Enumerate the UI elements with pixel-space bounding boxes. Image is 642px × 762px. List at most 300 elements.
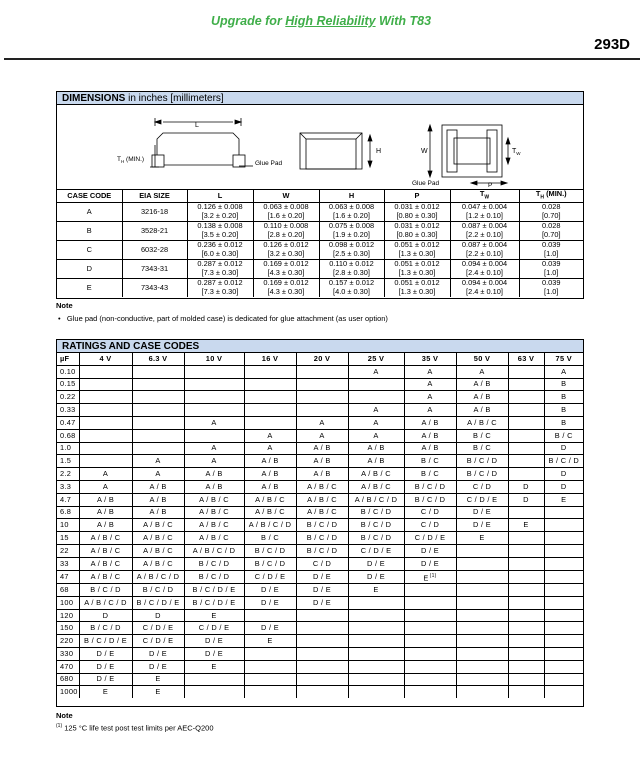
case-code-cell: A / B: [184, 480, 244, 493]
case-code-cell: C / D / E: [456, 493, 508, 506]
capacitance-cell: 1.5: [57, 455, 79, 468]
case-code-cell: $E^{(1)}$: [404, 570, 456, 583]
dim-row: [57, 222, 583, 241]
case-code-cell: [508, 532, 544, 545]
case-code-cell: [544, 544, 583, 557]
case-code-cell: D / E: [296, 584, 348, 597]
dim-cell-eia: 7343-43: [122, 279, 187, 298]
rating-row: [57, 557, 583, 570]
case-code-cell: A: [348, 416, 404, 429]
case-code-cell: [456, 596, 508, 609]
case-code-cell: B / C / D: [348, 532, 404, 545]
case-code-cell: [508, 365, 544, 378]
note2-text: $^{(1)}$ 125 °C life test post test limits per AEC-Q200: [56, 723, 214, 733]
case-code-cell: A / B / C: [79, 557, 132, 570]
case-code-cell: [132, 416, 184, 429]
rating-row: [57, 416, 583, 429]
dim-cell-tw: 0.047 ± 0.004 [1.2 ± 0.10]: [450, 203, 519, 222]
case-code-cell: D / E: [456, 506, 508, 519]
case-code-cell: [508, 391, 544, 404]
case-code-cell: D / E: [296, 596, 348, 609]
case-code-cell: [544, 506, 583, 519]
case-code-cell: [244, 609, 296, 622]
capacitance-cell: 0.15: [57, 378, 79, 391]
case-code-cell: E: [544, 493, 583, 506]
capacitance-cell: 2.2: [57, 468, 79, 481]
case-code-cell: C / D / E: [348, 544, 404, 557]
case-code-cell: A / B: [456, 391, 508, 404]
case-code-cell: [544, 635, 583, 648]
case-code-cell: [296, 404, 348, 417]
front-view-body: [300, 133, 362, 169]
case-code-cell: A / B / C: [184, 519, 244, 532]
case-code-cell: B / C / D: [184, 557, 244, 570]
case-code-cell: A: [132, 455, 184, 468]
case-code-cell: A / B / C / D: [184, 544, 244, 557]
ratings-panel: [56, 339, 584, 707]
case-code-cell: [508, 622, 544, 635]
case-code-cell: A: [404, 404, 456, 417]
banner-post: With T83: [375, 14, 432, 28]
dim-cell-th: 0.039 [1.0]: [519, 279, 583, 298]
case-code-cell: [456, 686, 508, 698]
case-code-cell: E: [348, 584, 404, 597]
case-code-cell: [79, 455, 132, 468]
dim-cell-case: A: [57, 203, 122, 222]
dim-col-header: $T_W$: [450, 190, 519, 203]
case-code-cell: B / C / D: [348, 506, 404, 519]
case-code-cell: [184, 429, 244, 442]
high-reliability-link[interactable]: High Reliability: [285, 14, 376, 28]
case-code-cell: A / B: [132, 506, 184, 519]
case-code-cell: [296, 660, 348, 673]
dim-cell-w: 0.063 ± 0.008 [1.6 ± 0.20]: [253, 203, 319, 222]
case-code-cell: [404, 673, 456, 686]
case-code-cell: A / B: [348, 442, 404, 455]
case-code-cell: B / C / D: [296, 544, 348, 557]
rating-row: [57, 442, 583, 455]
capacitance-cell: 220: [57, 635, 79, 648]
case-code-cell: A / B: [79, 493, 132, 506]
case-code-cell: [184, 673, 244, 686]
case-code-cell: D / E: [404, 544, 456, 557]
dim-cell-case: D: [57, 260, 122, 279]
label-W: W: [421, 148, 428, 155]
capacitance-cell: 0.22: [57, 391, 79, 404]
dim-cell-p: 0.051 ± 0.012 [1.3 ± 0.30]: [384, 279, 450, 298]
case-code-cell: [79, 404, 132, 417]
rating-col-header: 20 V: [296, 353, 348, 365]
case-code-cell: A / B: [244, 455, 296, 468]
case-code-cell: D / E: [244, 596, 296, 609]
rating-row: [57, 404, 583, 417]
case-code-cell: B / C / D: [348, 519, 404, 532]
case-code-cell: A / B: [296, 442, 348, 455]
rating-row: [57, 596, 583, 609]
case-code-cell: [508, 596, 544, 609]
case-code-cell: [244, 391, 296, 404]
case-code-cell: [348, 660, 404, 673]
case-code-cell: A: [79, 480, 132, 493]
case-code-cell: E: [184, 660, 244, 673]
case-code-cell: [508, 506, 544, 519]
case-code-cell: [244, 378, 296, 391]
dimensions-panel: [56, 91, 584, 299]
case-code-cell: B / C / D: [184, 570, 244, 583]
case-code-cell: [508, 468, 544, 481]
case-code-cell: A / B / C / D: [348, 493, 404, 506]
footnote-mark: (1): [429, 572, 437, 579]
ratings-table: [57, 353, 583, 698]
capacitance-cell: 15: [57, 532, 79, 545]
case-code-cell: A: [348, 365, 404, 378]
case-code-cell: C / D: [296, 557, 348, 570]
case-code-cell: C / D / E: [132, 622, 184, 635]
case-code-cell: A / B / C: [348, 468, 404, 481]
case-code-cell: [244, 416, 296, 429]
dim-row: [57, 241, 583, 260]
case-code-cell: A: [404, 391, 456, 404]
case-code-cell: [508, 544, 544, 557]
case-code-cell: [508, 429, 544, 442]
dim-row: [57, 203, 583, 222]
capacitance-cell: 330: [57, 648, 79, 661]
case-code-cell: A: [79, 468, 132, 481]
case-code-cell: A / B / C: [79, 544, 132, 557]
case-code-cell: [508, 635, 544, 648]
case-code-cell: [544, 686, 583, 698]
case-code-cell: B / C: [404, 455, 456, 468]
case-code-cell: B / C / D: [79, 622, 132, 635]
capacitance-cell: 33: [57, 557, 79, 570]
case-code-cell: D: [508, 493, 544, 506]
rating-row: [57, 429, 583, 442]
rating-row: [57, 493, 583, 506]
dim-cell-l: 0.287 ± 0.012 [7.3 ± 0.30]: [187, 279, 253, 298]
case-code-cell: A / B: [244, 468, 296, 481]
case-code-cell: [132, 429, 184, 442]
case-code-cell: [296, 378, 348, 391]
capacitance-cell: 0.68: [57, 429, 79, 442]
capacitor-outline-drawings: [57, 105, 583, 189]
case-code-cell: [184, 686, 244, 698]
case-code-cell: B: [544, 391, 583, 404]
case-code-cell: [244, 648, 296, 661]
dim-col-header: H: [319, 190, 384, 203]
case-code-cell: [348, 635, 404, 648]
case-code-cell: A / B / C: [132, 544, 184, 557]
case-code-cell: B / C / D: [456, 468, 508, 481]
case-code-cell: [404, 609, 456, 622]
case-code-cell: A / B: [79, 519, 132, 532]
dim-cell-l: 0.236 ± 0.012 [6.0 ± 0.30]: [187, 241, 253, 260]
banner-pre: Upgrade for: [210, 14, 286, 28]
dim-row: [57, 260, 583, 279]
case-code-cell: [79, 429, 132, 442]
rating-row: [57, 365, 583, 378]
case-code-cell: [508, 378, 544, 391]
rating-col-header: 50 V: [456, 353, 508, 365]
dim-cell-case: B: [57, 222, 122, 241]
case-code-cell: B / C / D: [544, 455, 583, 468]
case-code-cell: [544, 609, 583, 622]
case-code-cell: A: [456, 365, 508, 378]
case-code-cell: B / C / D: [296, 532, 348, 545]
case-code-cell: [508, 416, 544, 429]
case-code-cell: A / B / C: [184, 532, 244, 545]
case-code-cell: [456, 609, 508, 622]
dim-cell-tw: 0.087 ± 0.004 [2.2 ± 0.10]: [450, 241, 519, 260]
case-code-cell: [348, 596, 404, 609]
case-code-cell: A / B: [132, 493, 184, 506]
case-code-cell: [348, 648, 404, 661]
rating-row: [57, 673, 583, 686]
dim-cell-eia: 7343-31: [122, 260, 187, 279]
case-code-cell: A: [244, 442, 296, 455]
dim-cell-w: 0.110 ± 0.008 [2.8 ± 0.20]: [253, 222, 319, 241]
case-code-cell: B / C: [456, 442, 508, 455]
dim-cell-h: 0.110 ± 0.012 [2.8 ± 0.30]: [319, 260, 384, 279]
case-code-cell: D / E: [79, 673, 132, 686]
case-code-cell: B / C / D: [404, 493, 456, 506]
case-code-cell: [244, 686, 296, 698]
dim-cell-h: 0.157 ± 0.012 [4.0 ± 0.30]: [319, 279, 384, 298]
case-code-cell: B / C: [544, 429, 583, 442]
label-H: H: [376, 148, 382, 155]
case-code-cell: [508, 660, 544, 673]
case-code-cell: B / C / D: [456, 455, 508, 468]
case-code-cell: A / B / C: [132, 532, 184, 545]
case-code-cell: [348, 622, 404, 635]
rating-row: [57, 686, 583, 698]
case-code-cell: [544, 570, 583, 583]
case-code-cell: [348, 378, 404, 391]
case-code-cell: [296, 635, 348, 648]
case-code-cell: E: [79, 686, 132, 698]
case-code-cell: [544, 622, 583, 635]
case-code-cell: A / B / C: [456, 416, 508, 429]
dim-cell-w: 0.169 ± 0.012 [4.3 ± 0.30]: [253, 279, 319, 298]
case-code-cell: E: [132, 673, 184, 686]
case-code-cell: [544, 532, 583, 545]
dim-cell-th: 0.039 [1.0]: [519, 260, 583, 279]
rating-col-header: 16 V: [244, 353, 296, 365]
case-code-cell: C / D: [404, 519, 456, 532]
header-rule: [4, 58, 640, 60]
case-code-cell: [132, 365, 184, 378]
case-code-cell: D / E: [79, 660, 132, 673]
case-code-cell: B / C: [244, 532, 296, 545]
case-code-cell: [184, 378, 244, 391]
case-code-cell: C / D: [404, 506, 456, 519]
capacitance-cell: 0.33: [57, 404, 79, 417]
case-code-cell: D: [544, 442, 583, 455]
case-code-cell: A / B: [404, 416, 456, 429]
case-code-cell: D: [508, 480, 544, 493]
case-code-cell: D / E: [244, 622, 296, 635]
rating-row: [57, 480, 583, 493]
case-code-cell: D / E: [79, 648, 132, 661]
case-code-cell: A / B: [296, 468, 348, 481]
dimensions-title: DIMENSIONS in inches [millimeters]: [57, 92, 583, 105]
capacitance-cell: 1.0: [57, 442, 79, 455]
capacitance-cell: 0.10: [57, 365, 79, 378]
case-code-cell: [508, 686, 544, 698]
case-code-cell: A / B / C: [79, 532, 132, 545]
case-code-cell: A / B: [456, 378, 508, 391]
capacitance-cell: 100: [57, 596, 79, 609]
case-code-cell: [508, 584, 544, 597]
case-code-cell: [244, 404, 296, 417]
case-code-cell: E: [508, 519, 544, 532]
case-code-cell: A / B / C: [132, 557, 184, 570]
case-code-cell: [544, 648, 583, 661]
part-number: 293D: [594, 36, 630, 53]
case-code-cell: [244, 660, 296, 673]
case-code-cell: B / C: [404, 468, 456, 481]
case-code-cell: [456, 584, 508, 597]
dim-cell-p: 0.031 ± 0.012 [0.80 ± 0.30]: [384, 203, 450, 222]
dim-cell-p: 0.051 ± 0.012 [1.3 ± 0.30]: [384, 260, 450, 279]
label-TH-min: $T_H$ (MIN.): [117, 156, 145, 164]
dim-cell-th: 0.039 [1.0]: [519, 241, 583, 260]
case-code-cell: D: [544, 480, 583, 493]
ratings-title: RATINGS AND CASE CODES: [57, 340, 583, 353]
case-code-cell: D / E: [348, 557, 404, 570]
dim-cell-eia: 3528-21: [122, 222, 187, 241]
capacitance-cell: 68: [57, 584, 79, 597]
case-code-cell: [508, 404, 544, 417]
case-code-cell: E: [244, 635, 296, 648]
case-code-cell: D: [79, 609, 132, 622]
case-code-cell: [508, 673, 544, 686]
label-glue-pad-side: Glue Pad: [255, 160, 283, 167]
case-code-cell: [184, 404, 244, 417]
case-code-cell: [404, 648, 456, 661]
case-code-cell: B / C / D: [244, 544, 296, 557]
dim-cell-tw: 0.087 ± 0.004 [2.2 ± 0.10]: [450, 222, 519, 241]
dim-cell-h: 0.098 ± 0.012 [2.5 ± 0.30]: [319, 241, 384, 260]
case-code-cell: A / B / C: [296, 480, 348, 493]
rating-col-header: µF: [57, 353, 79, 365]
case-code-cell: [404, 686, 456, 698]
case-code-cell: B / C / D: [132, 584, 184, 597]
upgrade-banner: [0, 14, 642, 28]
case-code-cell: D: [132, 609, 184, 622]
case-code-cell: [296, 686, 348, 698]
case-code-cell: D / E: [244, 584, 296, 597]
capacitance-cell: 680: [57, 673, 79, 686]
rating-col-header: 6.3 V: [132, 353, 184, 365]
case-code-cell: A / B / C: [184, 493, 244, 506]
case-code-cell: A: [404, 365, 456, 378]
case-code-cell: [508, 455, 544, 468]
case-code-cell: A / B: [404, 429, 456, 442]
case-code-cell: [508, 648, 544, 661]
case-code-cell: A / B / C: [184, 506, 244, 519]
rating-col-header: 35 V: [404, 353, 456, 365]
rating-col-header: 63 V: [508, 353, 544, 365]
case-code-cell: [544, 584, 583, 597]
rating-col-header: 4 V: [79, 353, 132, 365]
case-code-cell: A: [296, 429, 348, 442]
dim-cell-case: C: [57, 241, 122, 260]
case-code-cell: D / E: [132, 648, 184, 661]
dimension-drawings: [57, 105, 583, 190]
dim-cell-w: 0.126 ± 0.012 [3.2 ± 0.30]: [253, 241, 319, 260]
case-code-cell: A: [348, 429, 404, 442]
capacitance-cell: 3.3: [57, 480, 79, 493]
case-code-cell: B: [544, 416, 583, 429]
case-code-cell: C / D / E: [132, 635, 184, 648]
label-glue-pad-bottom: Glue Pad: [412, 180, 440, 187]
case-code-cell: [456, 570, 508, 583]
dim-col-header: L: [187, 190, 253, 203]
capacitance-cell: 22: [57, 544, 79, 557]
case-code-cell: [456, 622, 508, 635]
dim-cell-th: 0.028 [0.70]: [519, 222, 583, 241]
glue-pad-area: [454, 138, 490, 164]
case-code-cell: D / E: [456, 519, 508, 532]
case-code-cell: [348, 391, 404, 404]
rating-row: [57, 468, 583, 481]
case-code-cell: E: [132, 686, 184, 698]
case-code-cell: [404, 660, 456, 673]
case-code-cell: [508, 609, 544, 622]
side-view-left-terminal: [152, 155, 164, 167]
case-code-cell: [404, 635, 456, 648]
capacitance-cell: 47: [57, 570, 79, 583]
side-view-right-terminal: [233, 155, 245, 167]
case-code-cell: [132, 378, 184, 391]
case-code-cell: [508, 557, 544, 570]
case-code-cell: [456, 544, 508, 557]
case-code-cell: A: [184, 442, 244, 455]
rating-col-header: 10 V: [184, 353, 244, 365]
case-code-cell: [404, 622, 456, 635]
case-code-cell: A / B / C: [132, 519, 184, 532]
case-code-cell: [296, 673, 348, 686]
case-code-cell: D / E: [296, 570, 348, 583]
dim-cell-eia: 3216-18: [122, 203, 187, 222]
label-TW: $T_W$: [512, 148, 521, 156]
case-code-cell: [132, 391, 184, 404]
case-code-cell: [132, 442, 184, 455]
case-code-cell: [244, 365, 296, 378]
case-code-cell: C / D / E: [184, 622, 244, 635]
dim-cell-case: E: [57, 279, 122, 298]
dim-col-header: $T_H$ (MIN.): [519, 190, 583, 203]
case-code-cell: D / E: [404, 557, 456, 570]
case-code-cell: B / C / D / E: [132, 596, 184, 609]
case-code-cell: [79, 378, 132, 391]
case-code-cell: [296, 648, 348, 661]
case-code-cell: D / E: [184, 635, 244, 648]
ratings-note: [56, 711, 214, 733]
rating-row: [57, 532, 583, 545]
case-code-cell: [544, 660, 583, 673]
rating-row: [57, 455, 583, 468]
case-code-cell: B / C / D / E: [184, 584, 244, 597]
case-code-cell: A / B / C: [244, 506, 296, 519]
case-code-cell: A: [132, 468, 184, 481]
bottom-view-body: [442, 125, 502, 177]
case-code-cell: A / B: [184, 468, 244, 481]
rating-row: [57, 648, 583, 661]
rating-col-header: 75 V: [544, 353, 583, 365]
dim-cell-eia: 6032-28: [122, 241, 187, 260]
case-code-cell: D / E: [132, 660, 184, 673]
